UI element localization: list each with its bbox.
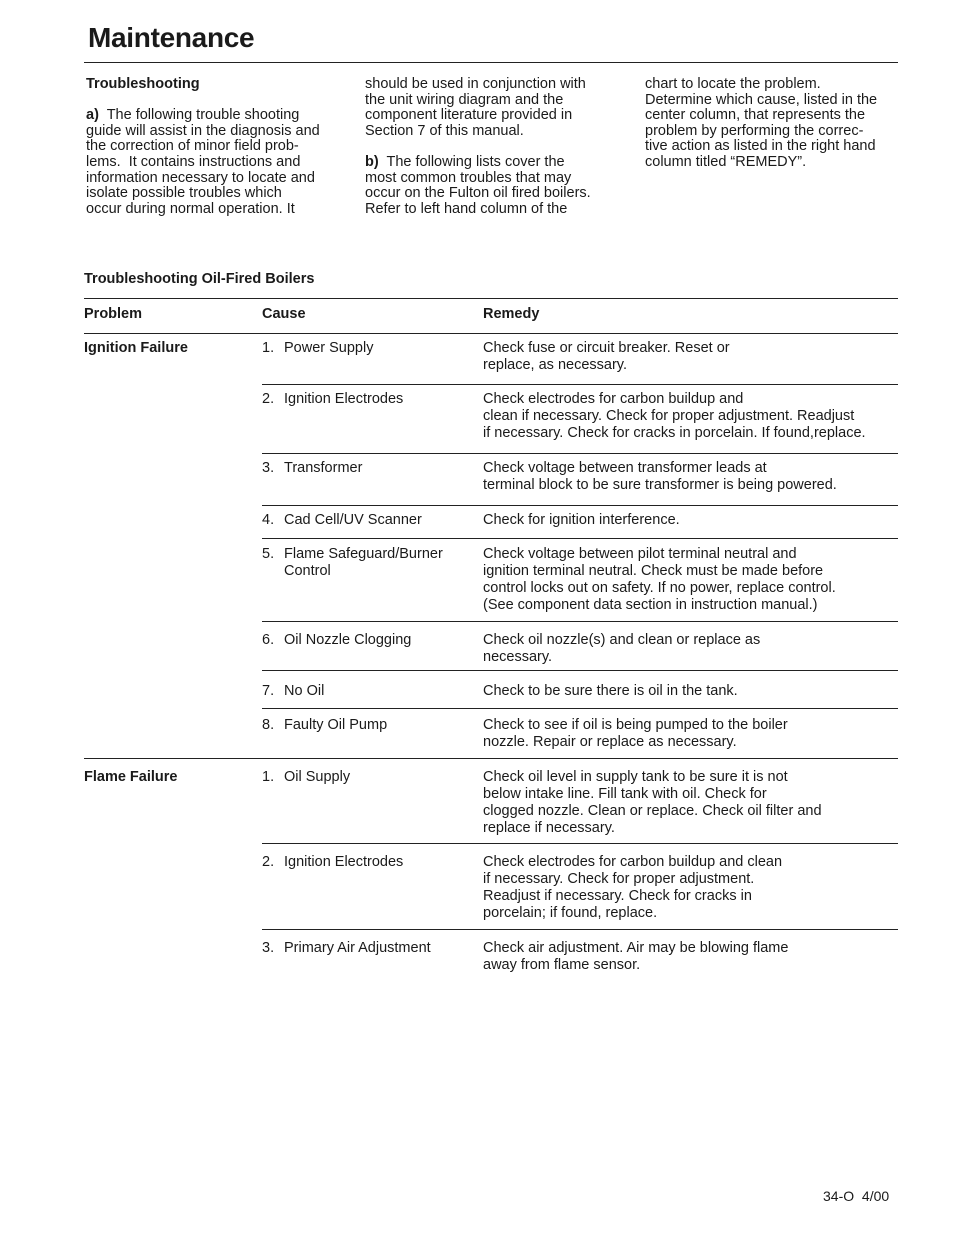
remedy-line: terminal block to be sure transformer is being powered. xyxy=(483,477,837,493)
cause-number: 1. xyxy=(262,340,275,356)
remedy-line: nozzle. Repair or replace as necessary. xyxy=(483,734,737,750)
cause-number: 6. xyxy=(262,632,275,648)
intro-text-line: Section 7 of this manual. xyxy=(365,122,524,139)
remedy-line: if necessary. Check for cracks in porcelain. If found,replace. xyxy=(483,425,866,441)
remedy-line: Readjust if necessary. Check for cracks in xyxy=(483,888,752,904)
group-divider xyxy=(84,758,898,759)
cause-cell xyxy=(262,391,477,408)
intro-text-line: The following trouble shooting xyxy=(106,107,300,124)
row-divider xyxy=(262,670,898,671)
remedy-cell xyxy=(483,546,903,614)
cause-number: 8. xyxy=(262,717,275,733)
remedy-cell xyxy=(483,632,903,666)
intro-column-2 xyxy=(365,77,627,217)
remedy-line: if necessary. Check for proper adjustment. xyxy=(483,871,755,887)
intro-text-line: the correction of minor field prob- xyxy=(86,138,299,155)
remedy-line: porcelain; if found, replace. xyxy=(483,905,658,921)
remedy-line: Check fuse or circuit breaker. Reset or xyxy=(483,340,730,356)
paragraph-a-label: a) xyxy=(86,107,99,124)
intro-text-line: should be used in conjunction with xyxy=(365,76,586,92)
cause-number: 7. xyxy=(262,683,275,699)
cause-number: 3. xyxy=(262,460,275,476)
intro-paragraph-a-first-line xyxy=(86,108,348,124)
row-divider xyxy=(262,929,898,930)
cause-cell xyxy=(262,854,477,871)
cause-text: Transformer xyxy=(284,460,363,476)
cause-text: Flame Safeguard/Burner xyxy=(284,546,443,562)
cause-text: No Oil xyxy=(284,683,325,699)
remedy-cell xyxy=(483,512,903,529)
cause-text: Ignition Electrodes xyxy=(284,391,404,407)
remedy-cell xyxy=(483,717,903,751)
cause-text: Cad Cell/UV Scanner xyxy=(284,512,422,528)
remedy-line: Check oil level in supply tank to be sure it is not xyxy=(483,769,788,785)
remedy-line: Check electrodes for carbon buildup and xyxy=(483,391,744,407)
remedy-line: Check to be sure there is oil in the tank. xyxy=(483,683,738,699)
remedy-cell xyxy=(483,769,903,837)
cause-cell xyxy=(262,769,477,786)
row-divider xyxy=(262,538,898,539)
intro-text-line: most common troubles that may xyxy=(365,169,572,186)
header-bottom-rule xyxy=(84,333,898,334)
intro-text-line: tive action as listed in the right hand xyxy=(645,138,876,155)
intro-text-line: the unit wiring diagram and the xyxy=(365,91,564,108)
title-divider xyxy=(84,62,898,63)
remedy-cell xyxy=(483,854,903,922)
intro-column-1 xyxy=(86,77,348,217)
cause-text: Faulty Oil Pump xyxy=(284,717,388,733)
cause-cell xyxy=(262,683,477,700)
problem-label: Ignition Failure xyxy=(84,340,188,356)
remedy-line: Check electrodes for carbon buildup and clean xyxy=(483,854,783,870)
row-divider xyxy=(262,505,898,506)
page-footer: 34-O 4/00 xyxy=(823,1188,890,1204)
header-remedy: Remedy xyxy=(483,306,540,322)
remedy-line: replace, as necessary. xyxy=(483,357,627,373)
intro-text-line: information necessary to locate and xyxy=(86,169,315,186)
remedy-cell xyxy=(483,683,903,700)
intro-text-line: The following lists cover the xyxy=(386,153,565,170)
cause-cell xyxy=(262,717,477,734)
row-divider xyxy=(262,384,898,385)
cause-number: 3. xyxy=(262,940,275,956)
remedy-line: Check voltage between pilot terminal neutral and xyxy=(483,546,797,562)
row-divider xyxy=(262,843,898,844)
remedy-cell xyxy=(483,391,903,442)
problem-label: Flame Failure xyxy=(84,769,178,785)
intro-text-line: isolate possible troubles which xyxy=(86,185,282,202)
remedy-line: Check to see if oil is being pumped to the boiler xyxy=(483,717,788,733)
intro-column-3 xyxy=(645,77,907,171)
remedy-line: Check voltage between transformer leads at xyxy=(483,460,767,476)
intro-text-line: occur during normal operation. It xyxy=(86,200,295,217)
cause-cell xyxy=(262,340,477,357)
remedy-cell xyxy=(483,460,903,494)
cause-number: 5. xyxy=(262,546,275,562)
page-title: Maintenance xyxy=(88,22,255,53)
remedy-line: Check air adjustment. Air may be blowing flame xyxy=(483,940,789,956)
remedy-cell xyxy=(483,340,903,374)
row-divider xyxy=(262,453,898,454)
header-cause: Cause xyxy=(262,306,306,322)
remedy-line: clogged nozzle. Clean or replace. Check oil filter and xyxy=(483,803,822,819)
intro-text-line: center column, that represents the xyxy=(645,107,866,124)
header-problem: Problem xyxy=(84,306,143,322)
remedy-line: away from flame sensor. xyxy=(483,957,641,973)
intro-text-line: Determine which cause, listed in the xyxy=(645,91,878,108)
cause-number: 1. xyxy=(262,769,275,785)
intro-text-line: Refer to left hand column of the xyxy=(365,200,568,217)
remedy-cell xyxy=(483,940,903,974)
remedy-line: Check for ignition interference. xyxy=(483,512,680,528)
cause-text-continued: Control xyxy=(284,563,331,579)
cause-text: Oil Supply xyxy=(284,769,351,785)
intro-text-line: chart to locate the problem. xyxy=(645,76,821,92)
row-divider xyxy=(262,708,898,709)
cause-cell xyxy=(262,512,477,529)
cause-text: Primary Air Adjustment xyxy=(284,940,431,956)
cause-cell xyxy=(262,460,477,477)
remedy-line: Check oil nozzle(s) and clean or replace as xyxy=(483,632,761,648)
remedy-line: control locks out on safety. If no power, replace control. xyxy=(483,580,836,596)
cause-text: Ignition Electrodes xyxy=(284,854,404,870)
remedy-line: clean if necessary. Check for proper adjustment. Readjust xyxy=(483,408,855,424)
intro-text-line: problem by performing the correc- xyxy=(645,122,864,139)
intro-text-line: component literature provided in xyxy=(365,107,573,124)
remedy-line: ignition terminal neutral. Check must be made before xyxy=(483,563,824,579)
cause-text: Oil Nozzle Clogging xyxy=(284,632,412,648)
paragraph-b-label: b) xyxy=(365,153,379,170)
cause-number: 4. xyxy=(262,512,275,528)
cause-cell xyxy=(262,632,477,649)
cause-number: 2. xyxy=(262,854,275,870)
row-divider xyxy=(262,621,898,622)
intro-text-line: guide will assist in the diagnosis and xyxy=(86,122,320,139)
intro-text-line: lems. It contains instructions and xyxy=(86,153,301,170)
remedy-line: necessary. xyxy=(483,649,553,665)
table-title: Troubleshooting Oil-Fired Boilers xyxy=(84,271,315,287)
intro-text-line: occur on the Fulton oil fired boilers. xyxy=(365,185,591,202)
cause-cell xyxy=(262,546,477,580)
intro-paragraph-b-first-line xyxy=(365,155,627,171)
cause-text: Power Supply xyxy=(284,340,374,356)
remedy-line: below intake line. Fill tank with oil. Check for xyxy=(483,786,767,802)
table-top-rule xyxy=(84,298,898,299)
intro-heading: Troubleshooting xyxy=(86,76,200,92)
cause-number: 2. xyxy=(262,391,275,407)
cause-cell xyxy=(262,940,477,957)
remedy-line: (See component data section in instruction manual.) xyxy=(483,597,818,613)
remedy-line: replace if necessary. xyxy=(483,820,615,836)
intro-text-line: column titled “REMEDY”. xyxy=(645,153,807,170)
